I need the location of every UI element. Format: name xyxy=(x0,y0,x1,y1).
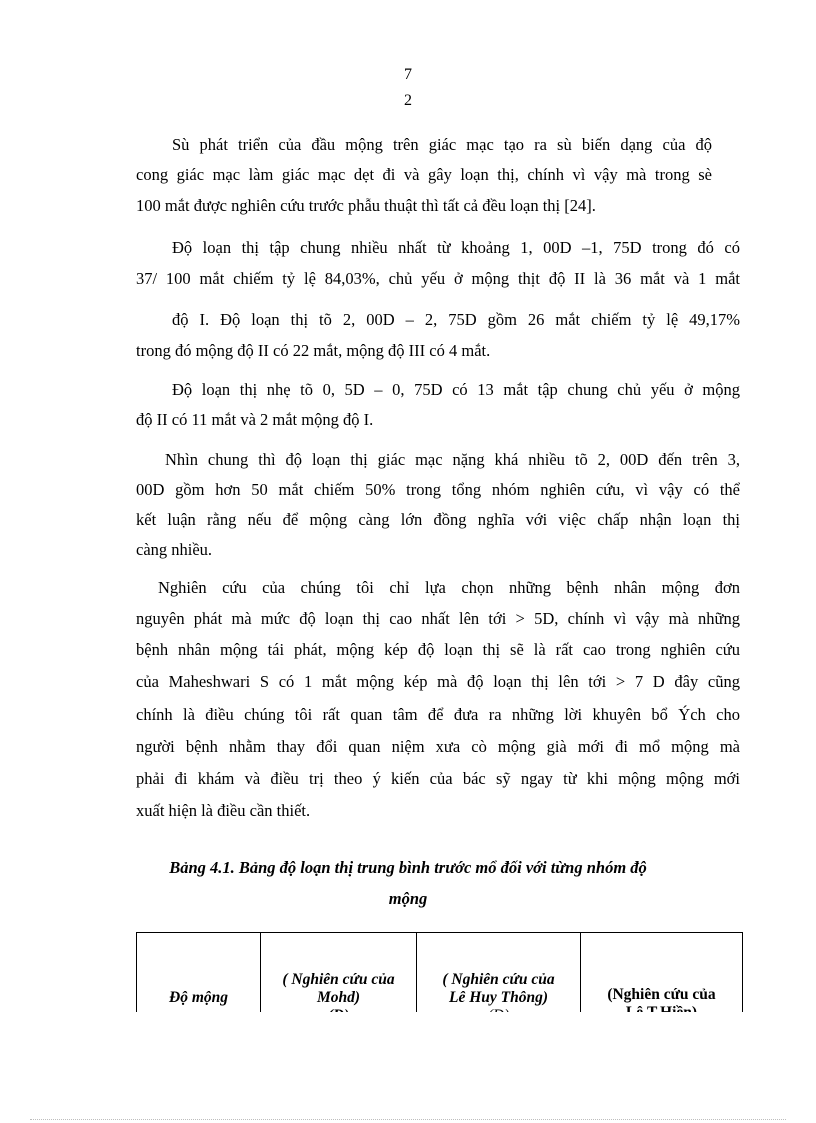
paragraph-5-line-4: càng nhiều. xyxy=(136,540,213,559)
header-lht-line-2: Lê Huy Thông) xyxy=(448,989,549,1006)
paragraph-6-line-2: nguyên phát mà mức độ loạn thị cao nhất lên tới > 5D, chính vì vậy mà những xyxy=(136,609,740,628)
paragraph-5-line-3: kết luận rằng nếu để mộng càng lớn đồng nghĩa với việc chấp nhận loạn thị xyxy=(136,510,740,529)
table-caption-line-2: mộng xyxy=(388,889,428,908)
paragraph-5-line-2: 00D gồm hơn 50 mắt chiếm 50% trong tổng nhóm nghiên cứu, vì vậy có thể xyxy=(136,480,740,499)
header-lht-line-1: ( Nghiên cứu của xyxy=(442,971,555,988)
header-lth-line-1: (Nghiên cứu của xyxy=(607,986,716,1003)
paragraph-6-line-1: Nghiên cứu của chúng tôi chỉ lựa chọn những bệnh nhân mộng đơn xyxy=(158,578,740,597)
paragraph-3-line-1: độ I. Độ loạn thị tõ 2, 00D – 2, 75D gồm 26 mắt chiếm tỷ lệ 49,17% xyxy=(172,310,740,329)
paragraph-1-line-2: cong giác mạc làm giác mạc dẹt đi và gây loạn thị, chính vì vậy mà trong sè xyxy=(136,165,712,184)
paragraph-4-line-1: Độ loạn thị nhẹ tõ 0, 5D – 0, 75D có 13 mắt tập chung chủ yếu ở mộng xyxy=(172,380,740,399)
paragraph-3-line-2: trong đó mộng độ II có 22 mắt, mộng độ III có 4 mắt. xyxy=(136,341,491,360)
paragraph-1-line-3: 100 mắt được nghiên cứu trước phẫu thuật thì tất cả đều loạn thị [24]. xyxy=(136,196,596,215)
header-degree-label: Độ mộng xyxy=(169,989,228,1006)
paragraph-2-line-1: Độ loạn thị tập chung nhiều nhất từ khoảng 1, 00D –1, 75D trong đó có xyxy=(172,238,740,257)
page-bottom-divider xyxy=(30,1119,786,1120)
table-caption-line-1: Bảng 4.1. Bảng độ loạn thị trung bình trước mổ đối với từng nhóm độ xyxy=(169,858,647,877)
paragraph-5-line-1: Nhìn chung thì độ loạn thị giác mạc nặng khá nhiều tõ 2, 00D đến trên 3, xyxy=(165,450,740,469)
paragraph-6-line-8: xuất hiện là điều cần thiết. xyxy=(136,801,311,820)
page-number-line-2: 2 xyxy=(404,92,412,109)
page-clip-area xyxy=(0,1012,816,1123)
header-mohd-line-1: ( Nghiên cứu của xyxy=(282,971,395,988)
paragraph-1-line-1: Sù phát triển của đầu mộng trên giác mạc tạo ra sù biến dạng của độ xyxy=(172,135,712,154)
paragraph-6-line-6: người bệnh nhằm thay đổi quan niệm xưa cò mộng già mới đi mổ mộng mà xyxy=(136,737,740,756)
paragraph-6-line-7: phải đi khám và điều trị theo ý kiến của bác sỹ ngay từ khi mộng mộng mới xyxy=(136,769,740,788)
page-number-line-1: 7 xyxy=(404,66,412,83)
paragraph-6-line-5: chính là điều chúng tôi rất quan tâm để đưa ra những lời khuyên bổ Ých cho xyxy=(136,705,740,724)
paragraph-6-line-4: của Maheshwari S có 1 mắt mộng kép mà độ loạn thị lên tới > 7 D đây cũng xyxy=(136,672,740,691)
header-mohd-line-2: Mohd) xyxy=(316,989,361,1006)
paragraph-6-line-3: bệnh nhân mộng tái phát, mộng kép độ loạn thị sẽ là rất cao trong nghiên cứu xyxy=(136,640,740,659)
paragraph-4-line-2: độ II có 11 mắt và 2 mắt mộng độ I. xyxy=(136,410,374,429)
paragraph-2-line-2: 37/ 100 mắt chiếm tỷ lệ 84,03%, chủ yếu ở mộng thịt độ II là 36 mắt và 1 mắt xyxy=(136,269,740,288)
